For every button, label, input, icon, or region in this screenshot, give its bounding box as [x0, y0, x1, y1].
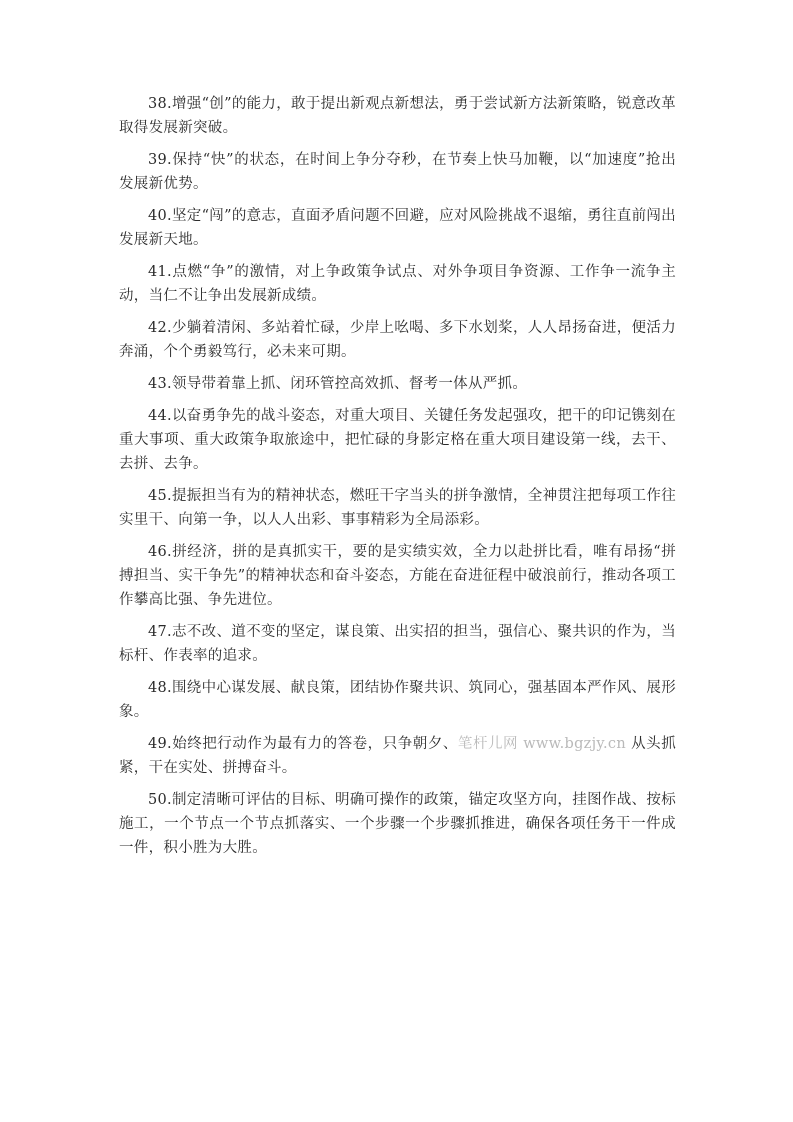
paragraph-44: 44.以奋勇争先的战斗姿态，对重大项目、关键任务发起强攻，把干的印记镌刻在重大事项、重大政策争取旅途中，把忙碌的身影定格在重大项目建设第一线，去干、去拼、去争。: [119, 408, 676, 472]
document-body: [119, 92, 676, 868]
paragraph-46: 46.拼经济，拼的是真抓实干，要的是实绩实效，全力以赴拼比看，唯有昂扬“拼搏担当、实干争先”的精神状态和奋斗姿态，方能在奋进征程中破浪前行，推动各项工作攀高比强、争先进位。: [119, 544, 676, 608]
paragraph-49-text-start: 49.始终把行动作为最有力的答卷，只争朝夕、: [148, 736, 458, 752]
paragraph-49-text-end: 从头抓紧，干在实处、拼搏奋斗。: [119, 736, 676, 776]
paragraph-49: [119, 732, 676, 780]
paragraph-39: 39.保持“快”的状态，在时间上争分夺秒，在节奏上快马加鞭，以“加速度”抢出发展新优势。: [119, 152, 676, 192]
paragraph-40: 40.坚定“闯”的意志，直面矛盾问题不回避，应对风险挑战不退缩，勇往直前闯出发展新天地。: [119, 208, 676, 248]
paragraph-45: 45.提振担当有为的精神状态，燃旺干字当头的拼争激情，全神贯注把每项工作往实里干、向第一争，以人人出彩、事事精彩为全局添彩。: [119, 488, 676, 528]
paragraph-50: 50.制定清晰可评估的目标、明确可操作的政策，锚定攻坚方向，挂图作战、按标施工，一个节点一个节点抓落实、一个步骤一个步骤抓推进，确保各项任务干一件成一件，积小胜为大胜。: [119, 792, 676, 856]
paragraph-47: 47.志不改、道不变的坚定，谋良策、出实招的担当，强信心、聚共识的作为，当标杆、作表率的追求。: [119, 624, 676, 664]
paragraph-42: 42.少躺着清闲、多站着忙碌，少岸上吆喝、多下水划桨，人人昂扬奋进，便活力奔涌，个个勇毅笃行，必未来可期。: [119, 320, 676, 360]
paragraph-48: 48.围绕中心谋发展、献良策，团结协作聚共识、筑同心，强基固本严作风、展形象。: [119, 680, 676, 720]
site-watermark: 笔杆儿网 www.bgzjy.cn: [457, 736, 626, 752]
paragraph-41: 41.点燃“争”的激情，对上争政策争试点、对外争项目争资源、工作争一流争主动，当仁不让争出发展新成绩。: [119, 264, 676, 304]
paragraph-43: 43.领导带着靠上抓、闭环管控高效抓、督考一体从严抓。: [148, 376, 528, 392]
paragraph-38: 38.增强“创”的能力，敢于提出新观点新想法，勇于尝试新方法新策略，锐意改革取得发展新突破。: [119, 96, 676, 136]
